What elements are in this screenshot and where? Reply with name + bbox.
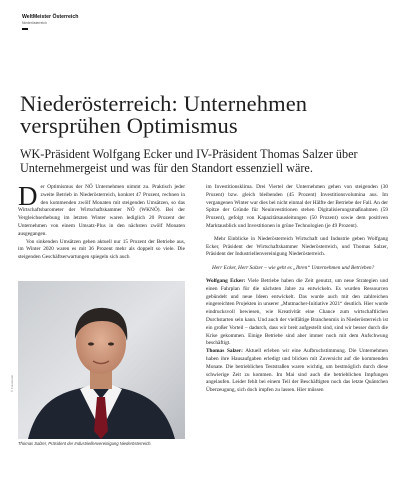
answer-paragraph bbox=[206, 278, 388, 348]
lead-text: er Optimismus der NÖ Unternehmen nimmt zu. Praktisch jeder zweite Betrieb in Niederösterreich, konkret 47 Prozent, rechnen in den kommenden zwölf Monaten mit steigenden Umsätzen, so das Wirtschaftsbarometer der Wirtschaftskammer NÖ (WKNÖ). Bei der Vergleichserhebung im letzten Winter waren lediglich 20 Prozent der Unternehmen von einem Umsatz-Plus in den nächsten zwölf Monaten ausgegangen. bbox=[18, 184, 185, 237]
article-column-left bbox=[18, 181, 185, 262]
answer-paragraph bbox=[206, 348, 388, 395]
dropcap: D bbox=[18, 181, 38, 211]
answer-ecker: Viele Betriebe haben die Zeit genutzt, um neue Strategien und einen Fahrplan für die nächsten Jahre zu entwickeln. Es wurden Ressourcen gebündelt und neue Ideen entwickelt. Das wurde auch mit den zahlreichen eingereichten Projekten in unserer „Mutmacher-Initiative 2021“ deutlich. Hier wurde eindrucksvoll bewiesen, wie Kreativität eine Chance zum wirtschaftlichen Durchstarten sein kann. Und auch der vielfältige Branchenmix in Niederösterreich ist ein großer Vorteil – dadurch, dass wir breit aufgestellt sind, sind wir besser durch die Krise gekommen. Einige Betriebe sind aber immer noch mit dem Aufschwung beschäftigt. bbox=[206, 277, 388, 347]
section-name: WeltMeister Österreich bbox=[22, 14, 79, 20]
section-bar bbox=[22, 28, 28, 30]
paragraph: im Investitionsklima. Drei Viertel der Unternehmen gehen von steigenden (30 Prozent) bzw. gleich bleibenden (45 Prozent) Investitionsvolumina aus. Im vergangenen Winter war dies bei nicht einmal der Hälfte der Betriebe der Fall. An der Spitze der Gründe für Neuinvestitionen stehen Digitalisierungsmaßnahmen (59 Prozent), gefolgt von Kapazitätsausleitungen (50 Prozent) sowie dem positiven Marktausblick und Investitionen in grüne Technologien (je 49 Prozent). bbox=[206, 184, 388, 229]
paragraph: Mehr Einblicke in Niederösterreich Wirtschaft und Industrie geben Wolfgang Ecker, Präsident der Wirtschaftskammer Niederösterreich, und Thomas Salzer, Präsident der Industriellenvereinigung Niederösterreich. bbox=[206, 235, 388, 258]
portrait-photo bbox=[18, 281, 185, 439]
article-subhead: WK-Präsident Wolfgang Ecker und IV-Präsident Thomas Salzer über Unternehmergeist und was für den Standort essenziell wäre. bbox=[20, 147, 358, 175]
photo-credit: © Fotostudio bbox=[10, 374, 14, 392]
article-column-right bbox=[206, 184, 388, 395]
speaker-ecker: Wolfgang Ecker: bbox=[206, 277, 246, 284]
answer-salzer: Aktuell erleben wir eine Aufbruchstimmung. Die Unternehmen haben ihre Hausaufgaben erledigt und blicken mit Zuversicht auf die kommenden Monate. Die betrieblichen Teststraßen waren wichtig, um bestmöglich durch diese schwierige Zeit zu kommen. Im Mai sind auch die betrieblichen Impfungen angelaufen. Leider fehlt bei einem Teil der Beschäftigten noch das letzte Quäntchen Überzeugung, sich doch impfen zu lassen. Hier müssen bbox=[206, 348, 388, 394]
section-subtitle: Niederösterreich bbox=[22, 21, 47, 25]
interview-question: Herr Ecker, Herr Salzer – wie geht es „Ihren“ Unternehmen und Betrieben? bbox=[212, 265, 375, 272]
speaker-salzer: Thomas Salzer: bbox=[206, 348, 243, 355]
portrait-image bbox=[18, 281, 185, 439]
lead-paragraph bbox=[18, 181, 185, 239]
paragraph: Von sinkenden Umsätzen gehen aktuell nur 15 Prozent der Betriebe aus, im Winter 2020 waren es mit 36 Prozent mehr als doppelt so viele. Die steigenden Geschäftserwartungen spiegeln sich auch bbox=[18, 238, 185, 261]
article-headline: Niederösterreich: Unternehmen versprühen Optimismus bbox=[20, 91, 308, 138]
photo-caption: Thomas Salzer, Präsident der Industriellenvereinigung Niederösterreich. bbox=[18, 441, 152, 446]
section-header bbox=[22, 14, 78, 30]
